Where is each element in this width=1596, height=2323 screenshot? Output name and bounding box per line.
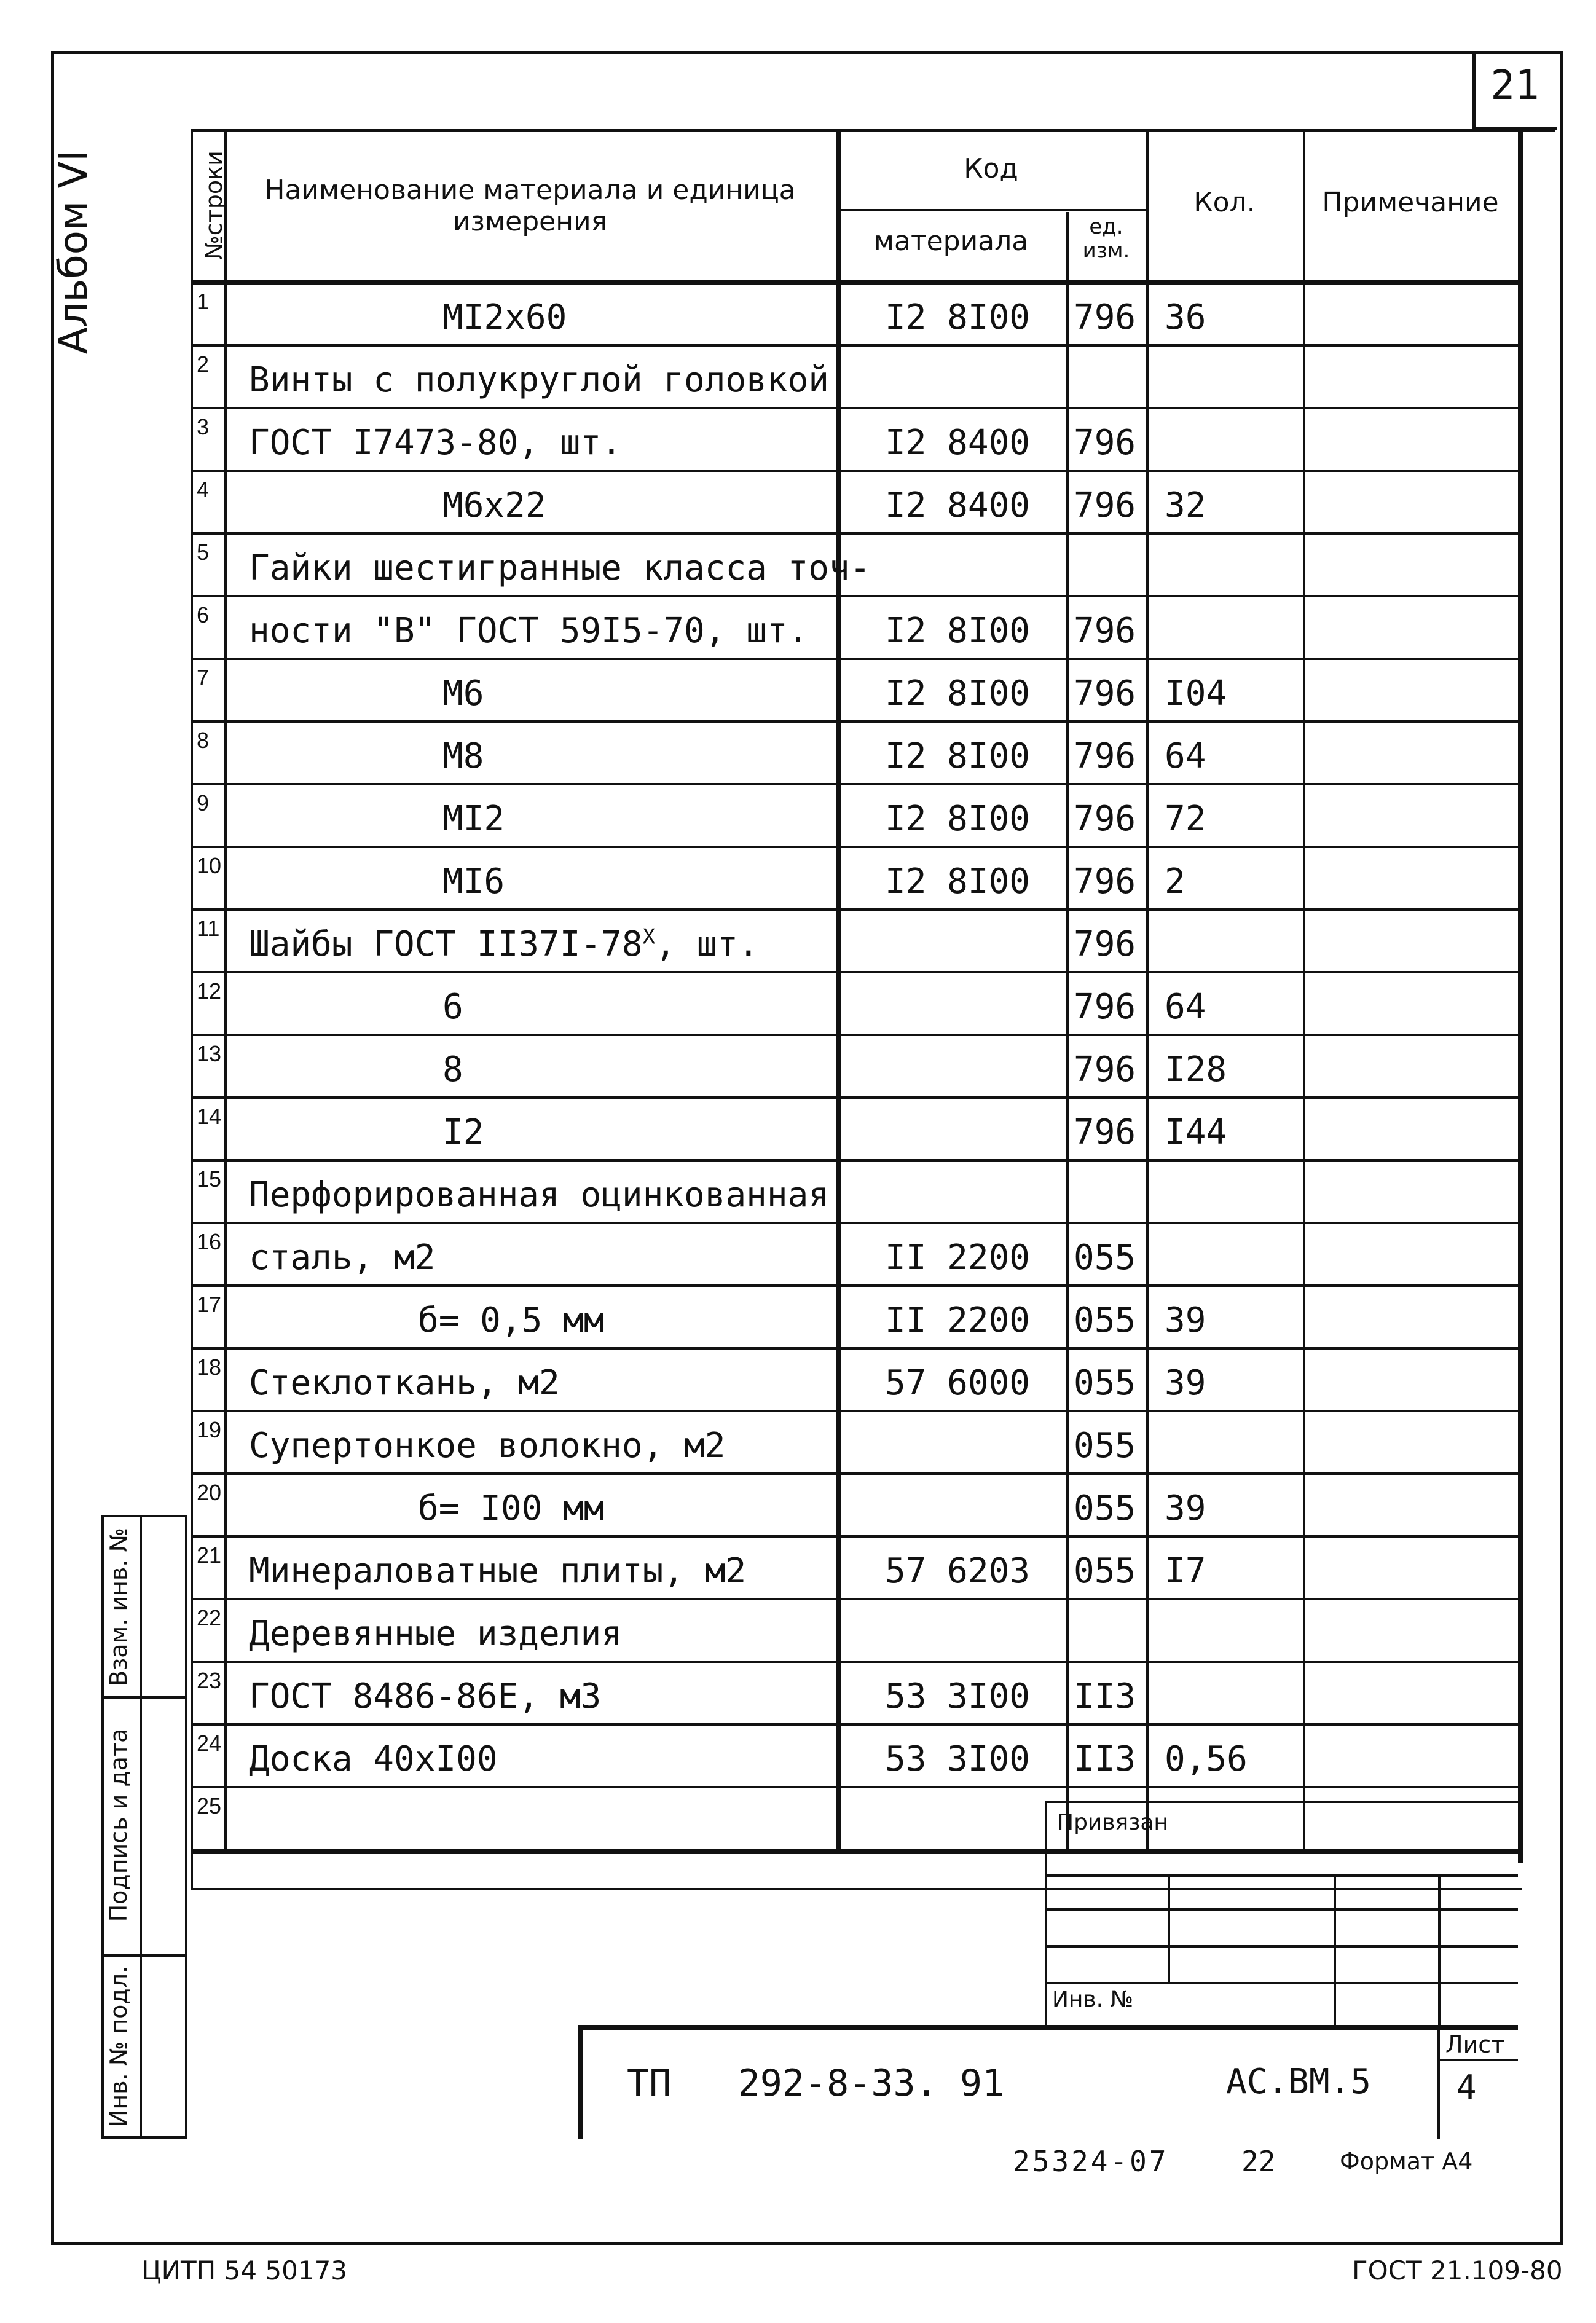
col-line-unit <box>1066 212 1069 1851</box>
row-number: 18 <box>197 1354 222 1380</box>
footer-left: ЦИТП 54 50173 <box>141 2255 348 2286</box>
row-line <box>191 1786 1522 1788</box>
row-unit: 055 <box>1074 1363 1136 1403</box>
privyazan-h3 <box>1045 1945 1518 1948</box>
row-name: I2 <box>442 1112 484 1152</box>
row-line <box>191 1723 1522 1726</box>
col-line-note <box>1303 129 1305 1851</box>
privyazan-label: Привязан <box>1057 1810 1168 1835</box>
row-name: Винты с полукруглой головкой <box>249 360 830 400</box>
row-unit: 796 <box>1074 862 1136 902</box>
row-name: ности "В" ГОСТ 59I5-70, шт. <box>249 611 809 651</box>
row-line <box>191 407 1522 409</box>
row-name: ГОСТ I7473-80, шт. <box>249 423 622 463</box>
row-number: 9 <box>197 790 210 816</box>
row-qty: I04 <box>1165 674 1227 713</box>
doc-mark: АС.ВМ.5 <box>1226 2062 1372 2102</box>
col-line-num <box>224 129 227 1851</box>
row-unit: 796 <box>1074 423 1136 463</box>
row-name: Минераловатные плиты, м2 <box>249 1551 747 1591</box>
row-name: Деревянные изделия <box>249 1614 622 1654</box>
row-qty: 72 <box>1165 799 1206 839</box>
row-name: Шайбы ГОСТ $II37I-78^X$, шт. <box>249 924 759 964</box>
doc-code: ТП 292-8-33. 91 <box>627 2062 1005 2105</box>
row-unit: 796 <box>1074 485 1136 525</box>
row-unit: 055 <box>1074 1488 1136 1528</box>
row-unit: 055 <box>1074 1551 1136 1591</box>
row-name: MI6 <box>442 862 505 902</box>
row-qty: 36 <box>1165 297 1206 337</box>
row-number: 20 <box>197 1480 222 1505</box>
row-line <box>191 783 1522 785</box>
row-unit: 055 <box>1074 1426 1136 1466</box>
privyazan-v2 <box>1334 1874 1336 2028</box>
header-note: Примечание <box>1322 187 1499 218</box>
header-row-no: №строки <box>200 151 227 260</box>
privyazan-h2 <box>1045 1908 1518 1911</box>
row-unit: 055 <box>1074 1238 1136 1278</box>
row-line <box>191 1159 1522 1162</box>
row-code: 57 6000 <box>885 1363 1031 1403</box>
row-code: 53 3I00 <box>885 1676 1031 1716</box>
row-code: I2 8I00 <box>885 611 1031 651</box>
row-number: 21 <box>197 1543 222 1568</box>
row-line <box>191 846 1522 848</box>
row-qty: 64 <box>1165 987 1206 1027</box>
list-value: 4 <box>1456 2068 1477 2107</box>
row-unit: 055 <box>1074 1300 1136 1340</box>
row-number: 6 <box>197 602 210 627</box>
row-qty: I44 <box>1165 1112 1227 1152</box>
row-qty: 39 <box>1165 1300 1206 1340</box>
row-line <box>191 344 1522 347</box>
header-top-line <box>191 129 1555 132</box>
inv-no-label: Инв. № <box>1052 1987 1134 2012</box>
format-label: Формат А4 <box>1340 2148 1473 2175</box>
row-qty: I7 <box>1165 1551 1206 1591</box>
side-stamp-h1 <box>101 1696 187 1699</box>
row-number: 4 <box>197 477 210 502</box>
code-subheader-line <box>836 209 1146 211</box>
row-code: I2 8400 <box>885 485 1031 525</box>
row-code: I2 8I00 <box>885 862 1031 902</box>
footer-page: 22 <box>1241 2145 1276 2178</box>
row-code: I2 8I00 <box>885 297 1031 337</box>
row-name: Перфорированная оцинкованная <box>249 1175 830 1215</box>
row-qty: 2 <box>1165 862 1185 902</box>
row-name: б= I00 мм <box>418 1488 605 1528</box>
row-line <box>191 1472 1522 1475</box>
row-name: Доска 40хI00 <box>249 1739 498 1779</box>
row-code: I2 8I00 <box>885 674 1031 713</box>
col-line-code <box>836 129 841 1851</box>
row-code: II 2200 <box>885 1300 1031 1340</box>
row-unit: 796 <box>1074 1050 1136 1090</box>
col-line-qty <box>1146 129 1149 1851</box>
row-line <box>191 908 1522 911</box>
page-number: 21 <box>1490 61 1539 109</box>
privyazan-v3 <box>1438 1874 1441 2028</box>
row-name: M6x22 <box>442 485 546 525</box>
row-line <box>191 1410 1522 1412</box>
row-line <box>191 720 1522 723</box>
col-line-left <box>191 129 193 1888</box>
row-line <box>191 595 1522 597</box>
row-number: 19 <box>197 1417 222 1442</box>
row-line <box>191 532 1522 535</box>
row-number: 12 <box>197 978 222 1004</box>
row-qty: 64 <box>1165 736 1206 776</box>
row-number: 10 <box>197 853 222 878</box>
row-unit: 796 <box>1074 799 1136 839</box>
row-name: MI2 <box>442 799 505 839</box>
header-bottom-line <box>191 280 1522 285</box>
header-qty: Кол. <box>1193 187 1256 218</box>
row-number: 24 <box>197 1731 222 1756</box>
header-name: Наименование материала и единица измерения <box>264 175 796 237</box>
row-name: 6 <box>442 987 463 1027</box>
row-name: Супертонкое волокно, м2 <box>249 1426 726 1466</box>
row-line <box>191 1347 1522 1350</box>
row-number: 23 <box>197 1668 222 1693</box>
row-line <box>191 1034 1522 1036</box>
row-line <box>191 1222 1522 1224</box>
row-line <box>191 470 1522 472</box>
row-name: 8 <box>442 1050 463 1090</box>
row-qty: 39 <box>1165 1363 1206 1403</box>
row-line <box>191 658 1522 660</box>
row-number: 3 <box>197 414 210 439</box>
row-name: Стеклоткань, м2 <box>249 1363 560 1403</box>
row-code: II 2200 <box>885 1238 1031 1278</box>
row-number: 7 <box>197 665 210 690</box>
row-name: б= 0,5 мм <box>418 1300 605 1340</box>
row-name: MI2x60 <box>442 297 567 337</box>
row-number: 15 <box>197 1166 222 1192</box>
row-line <box>191 971 1522 973</box>
header-code-material: материала <box>873 226 1029 257</box>
privyazan-h1 <box>1045 1874 1518 1877</box>
row-code: I2 8I00 <box>885 799 1031 839</box>
row-qty: 32 <box>1165 485 1206 525</box>
row-line <box>191 1661 1522 1663</box>
header-code: Код <box>964 153 1018 184</box>
row-number: 25 <box>197 1793 222 1818</box>
row-line <box>191 1284 1522 1287</box>
side-stamp-divider <box>140 1515 142 2139</box>
header-code-unit: ед. изм. <box>1082 214 1130 264</box>
row-number: 22 <box>197 1605 222 1630</box>
row-line <box>191 1535 1522 1538</box>
row-number: 17 <box>197 1292 222 1317</box>
row-qty: I28 <box>1165 1050 1227 1090</box>
stamp-podpis: Подпись и дата <box>105 1728 132 1922</box>
row-name: ГОСТ 8486-86Е, м3 <box>249 1676 602 1716</box>
row-unit: 796 <box>1074 924 1136 964</box>
order-number: 25324-07 <box>1013 2145 1169 2178</box>
row-unit: 796 <box>1074 297 1136 337</box>
row-code: I2 8400 <box>885 423 1031 463</box>
row-name: Гайки шестигранные класса точ- <box>249 548 871 588</box>
row-number: 1 <box>197 289 210 314</box>
row-name: M8 <box>442 736 484 776</box>
row-number: 11 <box>197 916 220 941</box>
row-qty: 39 <box>1165 1488 1206 1528</box>
album-label: Альбом VI <box>51 149 96 355</box>
footer-right: ГОСТ 21.109-80 <box>1352 2255 1563 2286</box>
row-unit: 796 <box>1074 987 1136 1027</box>
row-number: 5 <box>197 540 210 565</box>
row-code: I2 8I00 <box>885 736 1031 776</box>
row-unit: 796 <box>1074 1112 1136 1152</box>
row-code: 57 6203 <box>885 1551 1031 1591</box>
row-number: 13 <box>197 1041 222 1066</box>
row-name: сталь, м2 <box>249 1238 436 1278</box>
row-qty: 0,56 <box>1165 1739 1248 1779</box>
list-label: Лист <box>1445 2031 1505 2058</box>
col-line-right <box>1518 129 1523 1863</box>
stamp-vzam: Взам. инв. № <box>105 1528 132 1687</box>
row-number: 8 <box>197 728 210 753</box>
list-hline <box>1437 2059 1518 2061</box>
row-unit: II3 <box>1074 1676 1136 1716</box>
row-name: M6 <box>442 674 484 713</box>
row-number: 14 <box>197 1104 222 1129</box>
row-unit: 796 <box>1074 674 1136 713</box>
row-number: 16 <box>197 1229 222 1254</box>
privyazan-v1 <box>1168 1874 1170 1982</box>
row-line <box>191 1096 1522 1099</box>
stamp-inv: Инв. № подл. <box>105 1965 132 2128</box>
row-line <box>191 1598 1522 1600</box>
list-divider <box>1437 2025 1440 2139</box>
row-unit: II3 <box>1074 1739 1136 1779</box>
row-unit: 796 <box>1074 736 1136 776</box>
row-number: 2 <box>197 352 210 377</box>
privyazan-h4 <box>1045 1982 1518 1984</box>
row-code: 53 3I00 <box>885 1739 1031 1779</box>
row-unit: 796 <box>1074 611 1136 651</box>
